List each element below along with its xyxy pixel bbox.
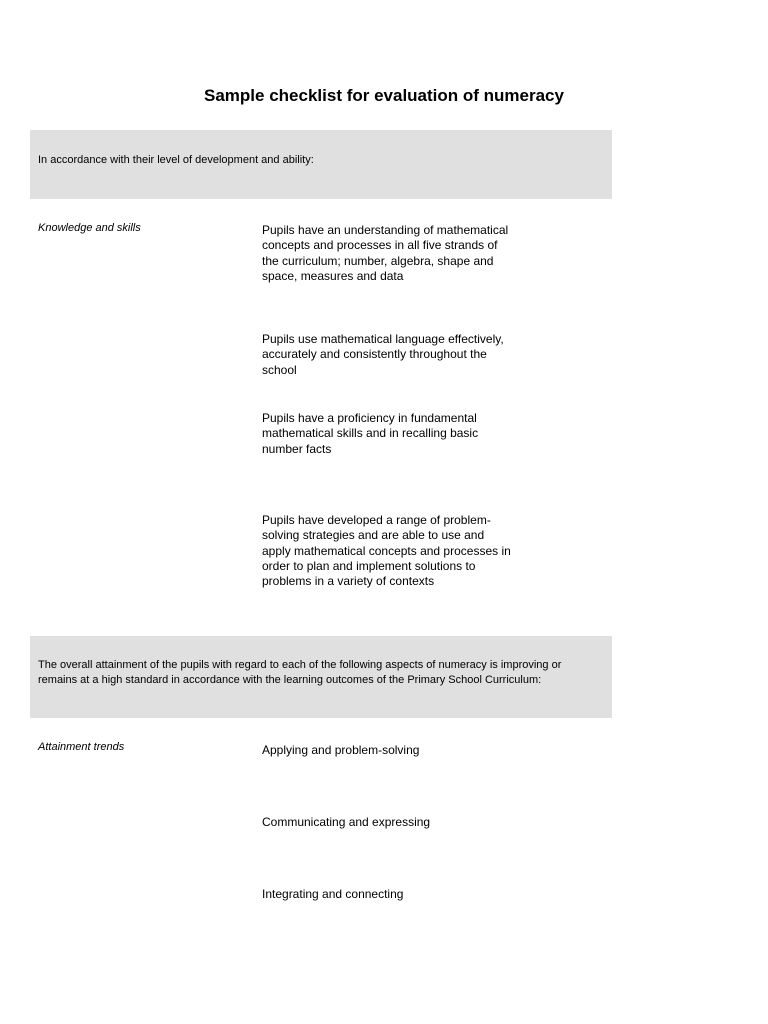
section1-item-4: Pupils have developed a range of problem-solving strategies and are able to use and apply mathematical concepts and processes in order to plan and implement solutions to problems in a variety of contexts: [262, 513, 511, 589]
section2-item-1: Applying and problem-solving: [262, 743, 420, 757]
section2-intro-band: [30, 636, 612, 718]
section1-intro-band: [30, 130, 612, 199]
section1-label: Knowledge and skills: [38, 222, 141, 234]
page-title: Sample checklist for evaluation of numeracy: [204, 86, 564, 105]
section1-item-1: Pupils have an understanding of mathematical concepts and processes in all five strands of the curriculum; number, algebra, shape and space, measures and data: [262, 223, 509, 283]
section1-intro-text: In accordance with their level of development and ability:: [38, 154, 314, 166]
section2-label: Attainment trends: [38, 741, 125, 753]
section2-item-2: Communicating and expressing: [262, 815, 431, 829]
section2-item-3: Integrating and connecting: [262, 887, 404, 901]
section1-item-3: Pupils have a proficiency in fundamental mathematical skills and in recalling basic number facts: [262, 411, 479, 456]
section2-intro-text: The overall attainment of the pupils with regard to each of the following aspects of numeracy is improving or remains at a high standard in accordance with the learning outcomes of the Primary School Curriculum:: [38, 659, 562, 686]
section1-item-2: Pupils use mathematical language effectively, accurately and consistently throughout the school: [262, 332, 504, 377]
